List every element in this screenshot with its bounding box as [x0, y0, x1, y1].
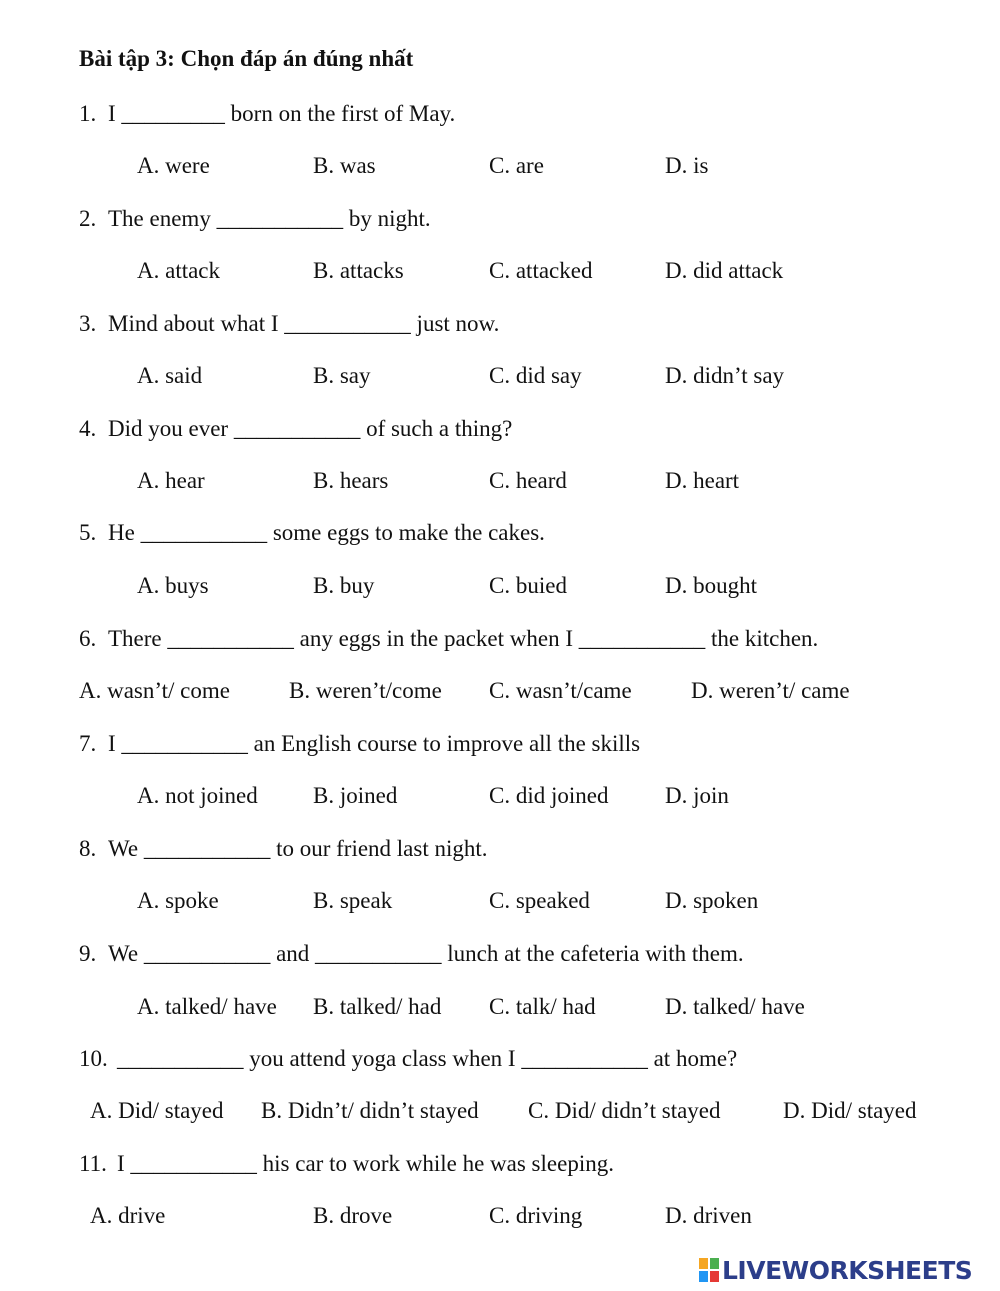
question-10	[79, 1046, 737, 1072]
option-a[interactable]: A. were	[137, 153, 210, 178]
option-a[interactable]: A. spoke	[137, 888, 219, 913]
option-b[interactable]: B. weren’t/come	[289, 678, 442, 703]
question-1	[79, 101, 455, 127]
option-a[interactable]: A. drive	[90, 1203, 166, 1228]
question-text: There ___________ any eggs in the packet when I ___________ the kitchen.	[108, 626, 819, 651]
option-c[interactable]: C. buied	[489, 573, 567, 598]
question-9	[79, 941, 744, 967]
question-8	[79, 836, 488, 862]
question-text: I _________ born on the first of May.	[108, 101, 456, 126]
option-c[interactable]: C. heard	[489, 468, 567, 493]
option-d[interactable]: D. driven	[665, 1203, 752, 1228]
option-c[interactable]: C. Did/ didn’t stayed	[528, 1098, 721, 1123]
question-text: I ___________ his car to work while he was sleeping.	[117, 1151, 614, 1176]
option-d[interactable]: D. weren’t/ came	[691, 678, 850, 703]
option-d[interactable]: D. didn’t say	[665, 363, 785, 388]
question-text: We ___________ to our friend last night.	[108, 836, 488, 861]
option-b[interactable]: B. buy	[313, 573, 375, 598]
option-c[interactable]: C. did say	[489, 363, 582, 388]
option-d[interactable]: D. talked/ have	[665, 994, 805, 1019]
question-number: 10.	[79, 1046, 108, 1071]
logo-blocks-icon	[698, 1257, 720, 1283]
question-number: 2.	[79, 206, 97, 231]
option-a[interactable]: A. buys	[137, 573, 209, 598]
question-number: 7.	[79, 731, 97, 756]
option-a[interactable]: A. Did/ stayed	[90, 1098, 224, 1123]
option-a[interactable]: A. wasn’t/ come	[79, 678, 230, 703]
question-number: 5.	[79, 520, 97, 545]
question-number: 4.	[79, 416, 97, 441]
logo-block-2	[709, 1257, 720, 1270]
question-text: The enemy ___________ by night.	[108, 206, 431, 231]
option-b[interactable]: B. say	[313, 363, 371, 388]
question-3	[79, 311, 499, 337]
option-d[interactable]: D. Did/ stayed	[783, 1098, 917, 1123]
option-b[interactable]: B. drove	[313, 1203, 393, 1228]
question-text: Mind about what I ___________ just now.	[108, 311, 500, 336]
question-number: 8.	[79, 836, 97, 861]
option-c[interactable]: C. speaked	[489, 888, 590, 913]
logo-block-3	[698, 1270, 709, 1283]
worksheet-title: Bài tập 3: Chọn đáp án đúng nhất	[79, 46, 414, 71]
option-d[interactable]: D. heart	[665, 468, 740, 493]
option-b[interactable]: B. talked/ had	[313, 994, 442, 1019]
option-c[interactable]: C. attacked	[489, 258, 593, 283]
option-d[interactable]: D. spoken	[665, 888, 759, 913]
option-c[interactable]: C. driving	[489, 1203, 583, 1228]
liveworksheets-logo[interactable]	[698, 1255, 972, 1285]
option-a[interactable]: A. attack	[137, 258, 221, 283]
option-c[interactable]: C. talk/ had	[489, 994, 596, 1019]
logo-block-1	[698, 1257, 709, 1270]
question-number: 1.	[79, 101, 97, 126]
option-d[interactable]: D. did attack	[665, 258, 784, 283]
question-11	[79, 1151, 614, 1177]
option-b[interactable]: B. joined	[313, 783, 398, 808]
option-b[interactable]: B. speak	[313, 888, 393, 913]
question-number: 3.	[79, 311, 97, 336]
option-b[interactable]: B. attacks	[313, 258, 404, 283]
option-a[interactable]: A. talked/ have	[137, 994, 277, 1019]
question-number: 9.	[79, 941, 97, 966]
option-b[interactable]: B. was	[313, 153, 376, 178]
question-text: I ___________ an English course to improve all the skills	[108, 731, 641, 756]
option-a[interactable]: A. hear	[137, 468, 205, 493]
logo-block-4	[709, 1270, 720, 1283]
option-a[interactable]: A. said	[137, 363, 203, 388]
question-text: He ___________ some eggs to make the cakes.	[108, 520, 545, 545]
option-c[interactable]: C. are	[489, 153, 544, 178]
question-text: ___________ you attend yoga class when I ___________ at home?	[117, 1046, 738, 1071]
question-2	[79, 206, 431, 232]
question-number: 11.	[79, 1151, 107, 1176]
option-d[interactable]: D. join	[665, 783, 729, 808]
option-c[interactable]: C. did joined	[489, 783, 609, 808]
option-b[interactable]: B. hears	[313, 468, 389, 493]
option-d[interactable]: D. bought	[665, 573, 757, 598]
question-text: We ___________ and ___________ lunch at the cafeteria with them.	[108, 941, 744, 966]
question-number: 6.	[79, 626, 97, 651]
question-5	[79, 520, 545, 546]
option-d[interactable]: D. is	[665, 153, 709, 178]
question-7	[79, 731, 640, 757]
question-text: Did you ever ___________ of such a thing?	[108, 416, 513, 441]
question-4	[79, 416, 512, 442]
option-c[interactable]: C. wasn’t/came	[489, 678, 632, 703]
logo-text: LIVEWORKSHEETS	[722, 1255, 973, 1285]
question-6	[79, 626, 818, 652]
option-a[interactable]: A. not joined	[137, 783, 258, 808]
option-b[interactable]: B. Didn’t/ didn’t stayed	[261, 1098, 479, 1123]
